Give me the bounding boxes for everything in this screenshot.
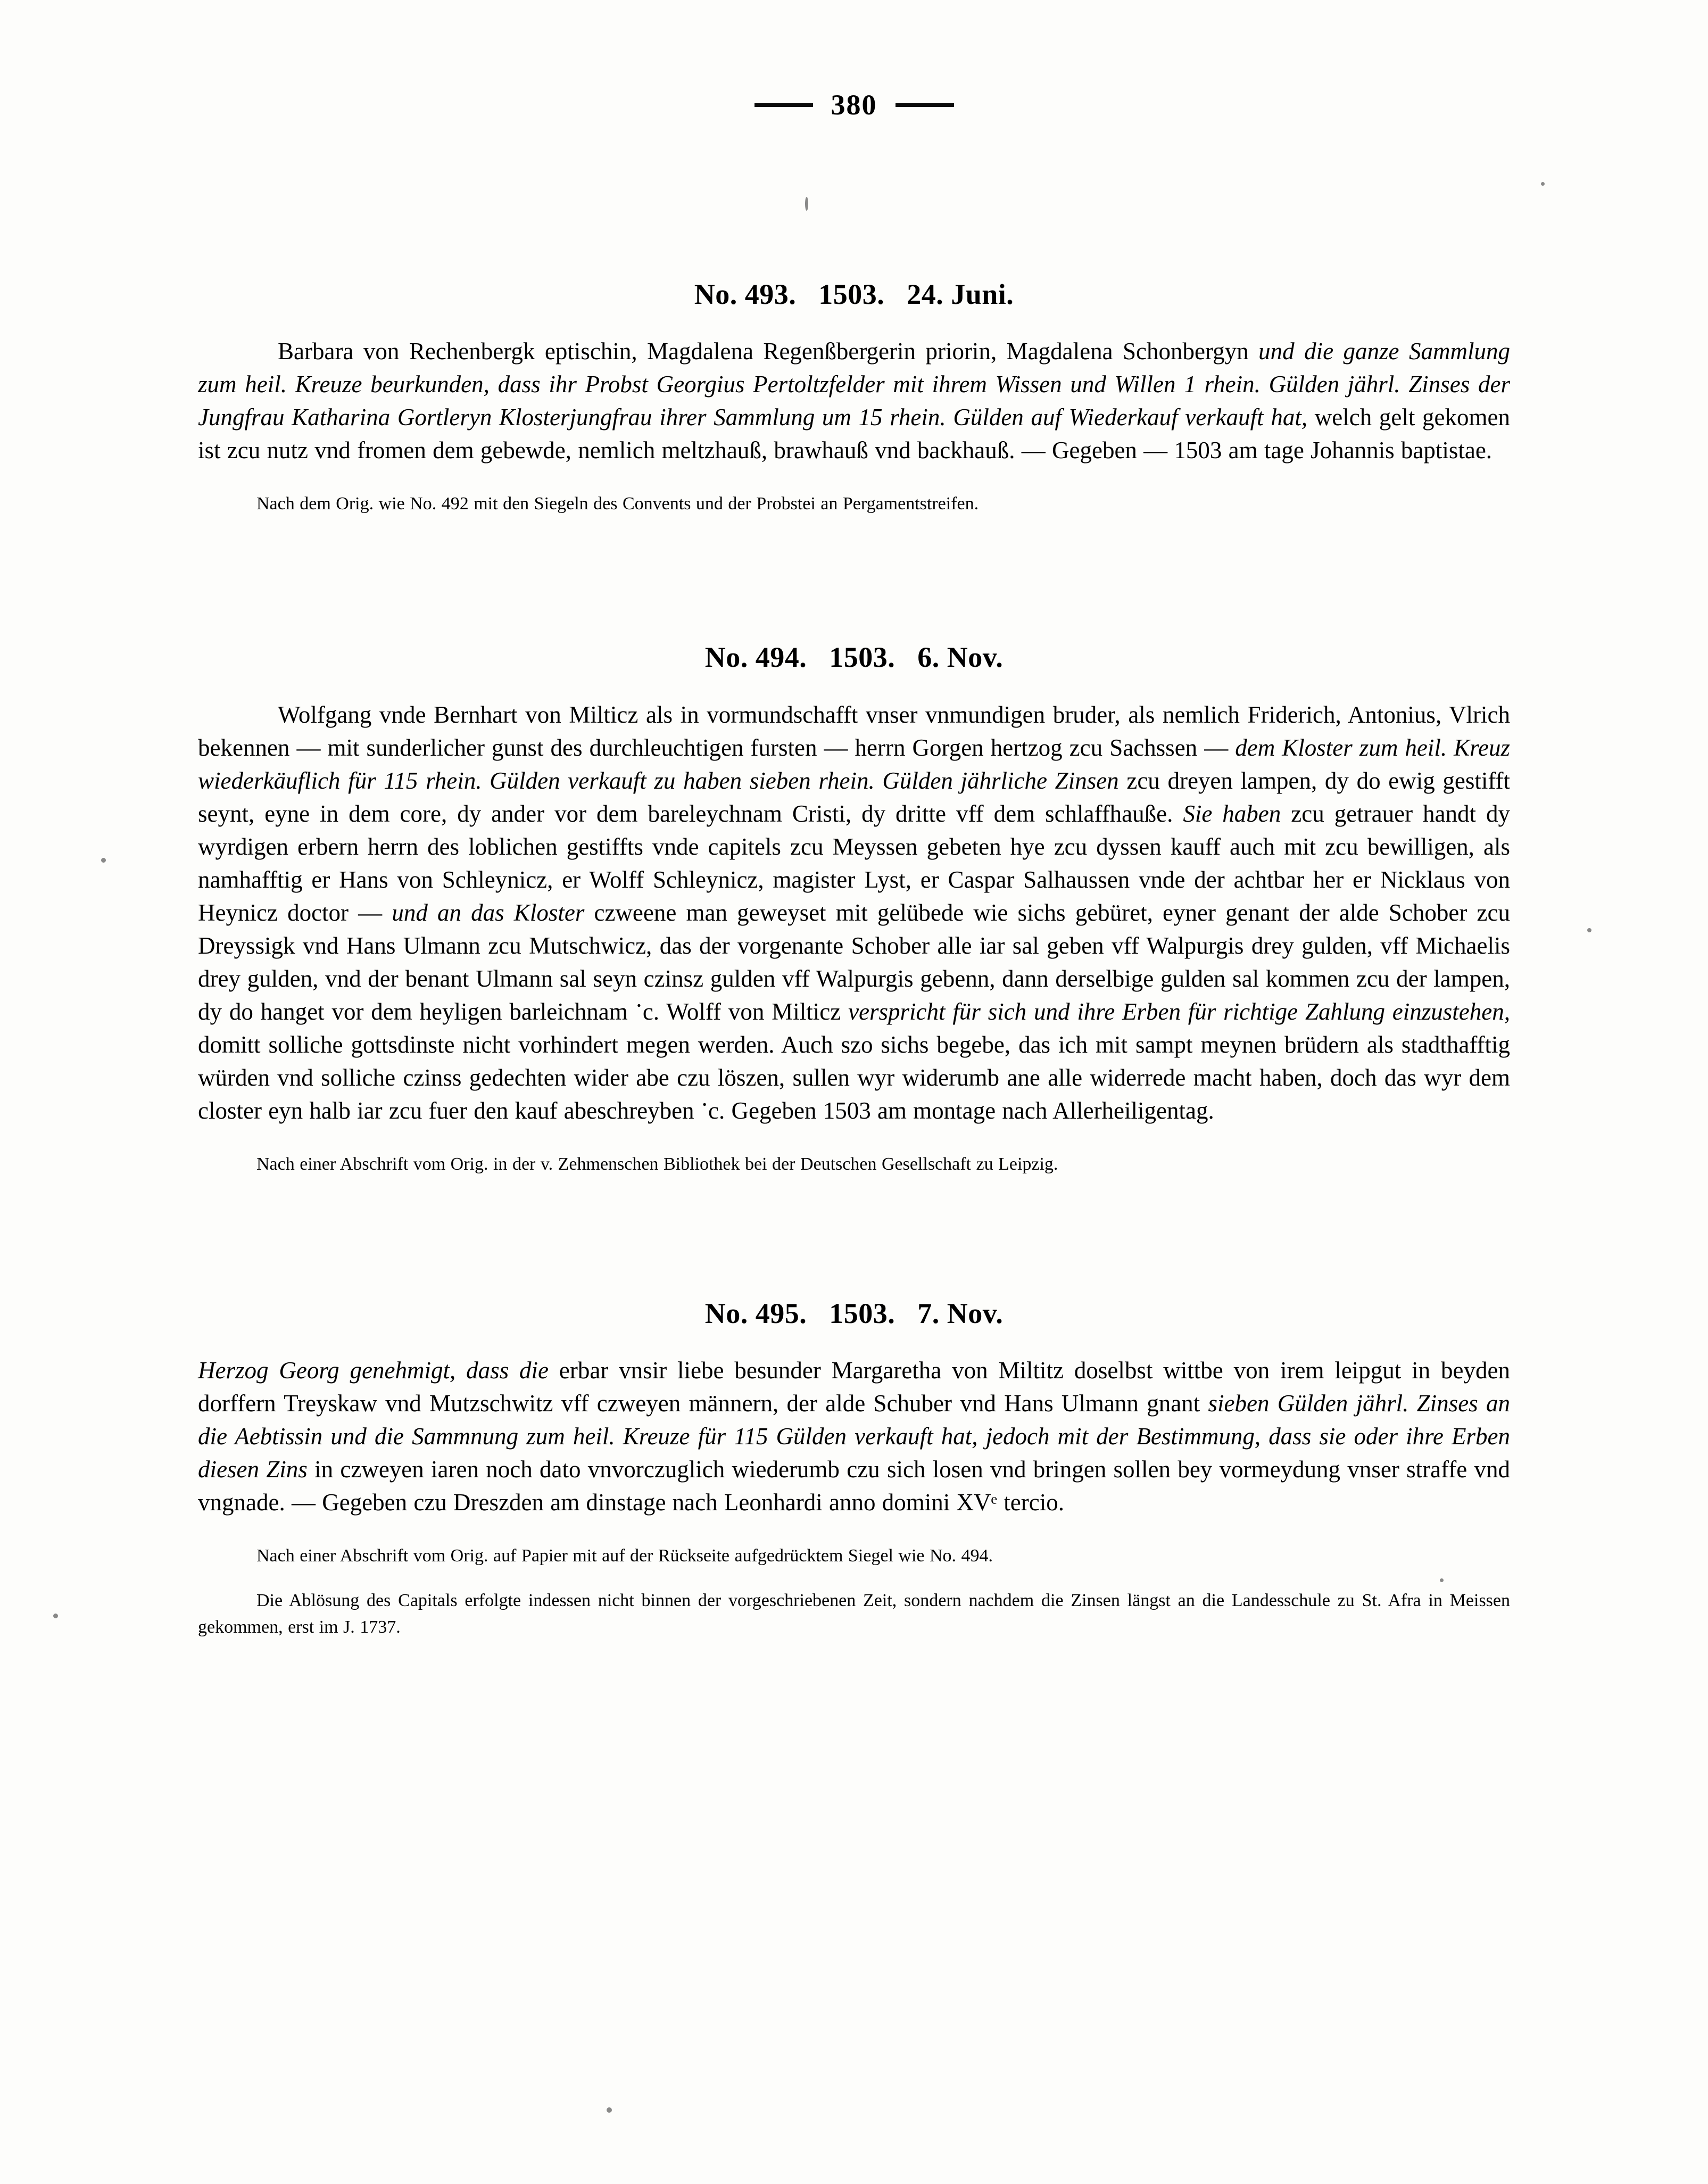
scan-speck — [101, 858, 106, 863]
entry-body-495 — [198, 1354, 1510, 1519]
entry-note-495-1: Die Ablösung des Capitals erfolgte indessen nicht binnen der vorgeschriebenen Zeit, sondern nachdem die Zinsen längst an die Landesschule zu St. Afra in Meissen gekommen, erst im J. 1737. — [198, 1591, 1510, 1637]
text-run-italic: und an das Kloster — [392, 899, 585, 926]
entry-heading-495: No. 495. 1503. 7. Nov. — [704, 1297, 1004, 1329]
text-run-roman: erbar vnsir liebe besunder Margaretha von Miltitz doselbst wittbe von irem leipgut in beyden dorffern Treyskaw vnd Mutzschwitz vff czweyen männern, der alde Schuber vnd Hans Ulmann gnant — [198, 1357, 1511, 1417]
text-run-roman: zcu getrauer handt dy wyrdigen erbern herrn des loblichen gestiffts vnde capitels zcu Meyssen gebeten hye zcu dyssen kauff auch mit zcu bewilligen, als namhafftig er Hans von Schleynicz, er Wolff Schleynicz, magister Lyst, er Caspar Salhaussen vnde der achtbar her er Nicklaus von Heynicz doctor — — [198, 800, 1511, 926]
text-run-italic: sieben Gülden jährl. Zinses an die Aebtissin und die Sammnung zum heil. Kreuze für 115 Gülden verkauft hat, jedoch mit der Bestimmung, dass sie oder ihre Erben diesen Zins — [198, 1390, 1510, 1483]
text-run-roman: welch gelt gekomen ist zcu nutz vnd fromen dem gebewde, nemlich meltzhauß, brawhauß vnd backhauß. — Gegeben — 1503 am tage Johannis baptistae. — [198, 404, 1510, 464]
text-run-italic: und die ganze Sammlung zum heil. Kreuze beurkunden, dass ihr Probst Georgius Pertoltzfelder mit ihrem Wissen und Willen 1 rhein. Gülden jährl. Zinses der Jungfrau Katharina Gortleryn Klosterjungfrau ihrer Sammlung um 15 rhein. Gülden auf Wiederkauf verkauft hat, — [198, 338, 1510, 431]
folio-rule-right — [896, 103, 954, 107]
text-run-italic: verspricht für sich und ihre Erben für richtige Zahlung einzustehen, — [848, 998, 1510, 1025]
folio-rule-left — [754, 103, 813, 107]
text-run-roman: czweene man geweyset mit gelübede wie sichs gebüret, eyner genant der alde Schober zcu Dreyssigk vnd Hans Ulmann zcu Mutschwicz, das der vorgenante Schober alle iar sal geben vff Walpurgis drey gulden, vff Michaelis drey gulden, vnd der benant Ulmann sal seyn czinsz gulden vff Walpurgis gebenn, dann derselbige gulden sal kommen zcu der lampen, dy do hanget vor dem heyligen barleichnam ॱc. Wolff von Milticz — [198, 899, 1510, 1025]
scan-speck — [1587, 928, 1591, 932]
page-number: 380 — [831, 89, 877, 121]
text-run-italic: Herzog Georg genehmigt, dass die — [198, 1357, 549, 1384]
text-run-roman: in czweyen iaren noch dato vnvorczuglich wiederumb czu sich losen vnd bringen sollen bey vormeydung vnser straffe vnd vngnade. — Gegeben czu Dreszden am dinstage nach Leonhardi anno domini XVᵉ tercio. — [198, 1456, 1510, 1516]
entry-heading-494: No. 494. 1503. 6. Nov. — [704, 641, 1004, 674]
running-head — [198, 90, 1510, 119]
entry-body-493 — [198, 335, 1510, 467]
text-run-italic: Sie haben — [1183, 800, 1281, 827]
text-run-roman: domitt solliche gottsdinste nicht vorhindert megen werden. Auch szo sichs begebe, das ich mit sampt meynen brüdern als stadthafftig würden vnd solliche czinss gedechten wider abe czu löszen, sullen wyr widerumb ane alle widerrede macht haben, doch das wyr dem closter eyn halb iar zcu fuer den kauf abeschreyben ॱc. Gegeben 1503 am montage nach Allerheiligentag. — [198, 1031, 1510, 1124]
entry-heading-493: No. 493. 1503. 24. Juni. — [694, 278, 1014, 310]
text-run-roman: Barbara von Rechenbergk eptischin, Magdalena Regenßbergerin priorin, Magdalena Schonbergyn — [278, 338, 1259, 365]
entry-body-494 — [198, 698, 1510, 1127]
text-run-italic: dem Kloster zum heil. Kreuz wiederkäuflich für 115 rhein. Gülden verkauft zu haben sieben rhein. Gülden jährliche Zinsen — [198, 734, 1510, 794]
page-content — [198, 0, 1510, 1659]
text-run-roman: zcu dreyen lampen, dy do ewig gestifft seynt, eyne in dem core, dy ander vor dem bareleychnam Cristi, dy dritte vff dem schlaffhauße. — [198, 767, 1511, 827]
scan-speck — [1541, 182, 1545, 186]
entry-note-493-0: Nach dem Orig. wie No. 492 mit den Siegeln des Convents und der Probstei an Pergamentstreifen. — [256, 494, 979, 514]
scan-speck — [607, 2107, 612, 2113]
entry-note-494-0: Nach einer Abschrift vom Orig. in der v. Zehmenschen Bibliothek bei der Deutschen Gesellschaft zu Leipzig. — [256, 1154, 1058, 1174]
scan-speck — [53, 1614, 58, 1618]
text-run-roman: Wolfgang vnde Bernhart von Milticz als in vormundschafft vnser vnmundigen bruder, als nemlich Friderich, Antonius, Vlrich bekennen — mit sunderlicher gunst des durchleuchtigen fursten — herrn Gorgen hertzog zcu Sachssen — — [198, 701, 1510, 761]
entry-note-495-0: Nach einer Abschrift vom Orig. auf Papier mit auf der Rückseite aufgedrücktem Siegel wie No. 494. — [256, 1546, 993, 1566]
